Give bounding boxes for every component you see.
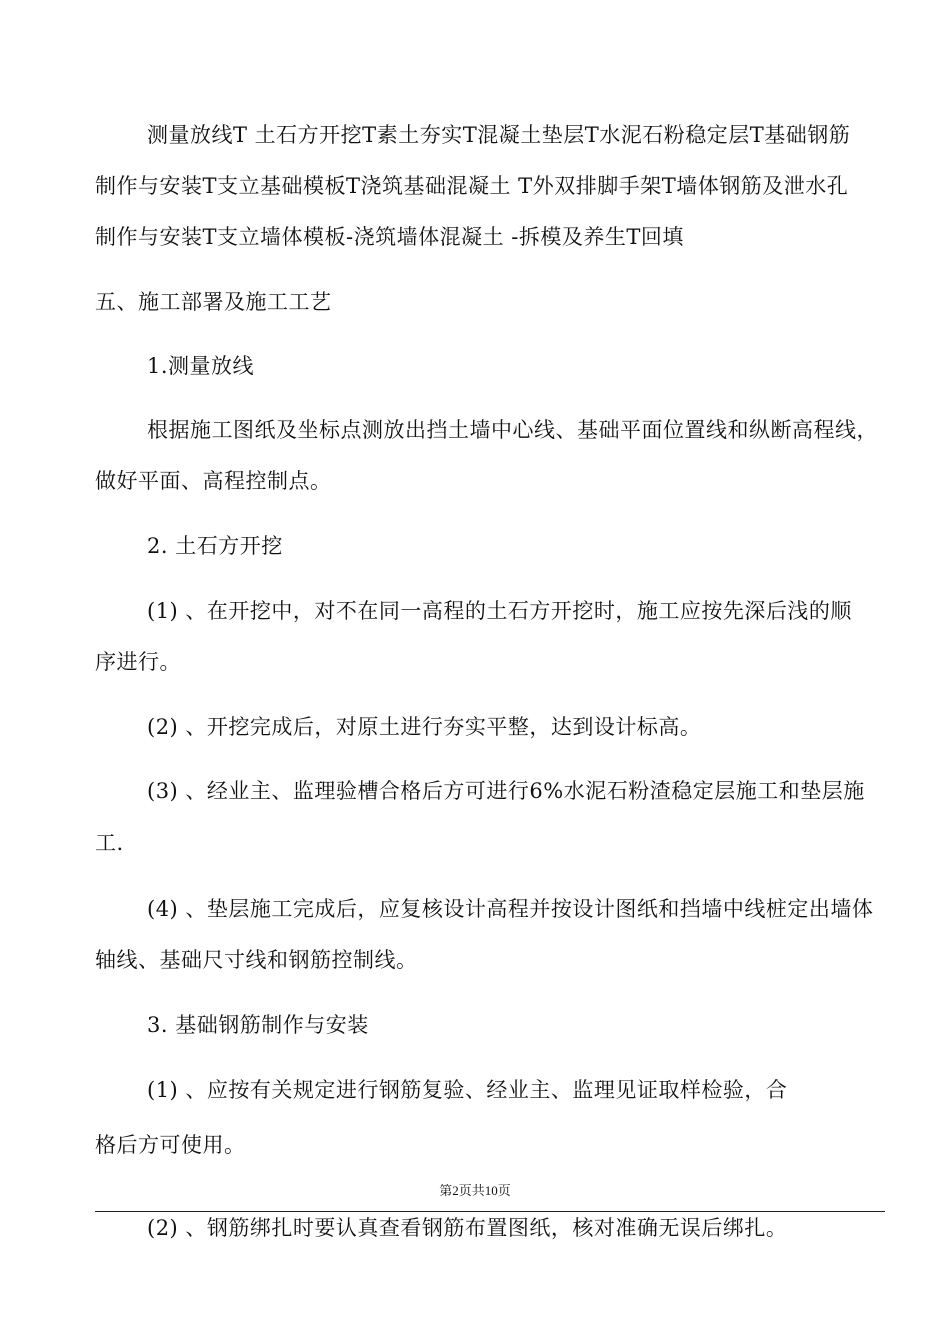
text-line-2: 制作与安装T支立基础模板T浇筑基础混凝土 T外双排脚手架T墙体钢筋及泄水孔 [95,174,849,198]
text-line-9: (1) 、在开挖中，对不在同一高程的土石方开挖时，施工应按先深后浅的顺 [147,599,852,623]
page-number-footer: 第2页共10页 [439,1183,511,1198]
section-heading: 五、施工部署及施工工艺 [95,290,332,314]
text-line-7: 做好平面、高程控制点。 [95,469,332,493]
subheading-excavation: 2. 土石方开挖 [147,534,283,558]
text-line-6: 根据施工图纸及坐标点测放出挡土墙中心线、基础平面位置线和纵断高程线， [147,418,878,442]
subheading-rebar: 3. 基础钢筋制作与安装 [147,1013,369,1037]
text-line-18: 格后方可使用。 [95,1133,246,1157]
footer-divider [95,1211,885,1212]
text-line-12: (3) 、经业主、监理验槽合格后方可进行6%水泥石粉渣稳定层施工和垫层施 [147,779,865,803]
text-line-3: 制作与安装T支立墙体模板-浇筑墙体混凝土 -拆模及养生T回填 [95,225,684,249]
text-line-15: 轴线、基础尺寸线和钢筋控制线。 [95,948,418,972]
text-line-14: (4) 、垫层施工完成后，应复核设计高程并按设计图纸和挡墙中线桩定出墙体 [147,897,874,921]
text-line-17: (1) 、应按有关规定进行钢筋复验、经业主、监理见证取样检验，合 [147,1078,788,1102]
text-line-13: 工. [95,831,124,855]
subheading-survey: 1.测量放线 [147,354,255,378]
text-line-19: (2) 、钢筋绑扎时要认真查看钢筋布置图纸，核对准确无误后绑扎。 [147,1216,788,1240]
text-line-10: 序进行。 [95,650,181,674]
text-line-11: (2) 、开挖完成后，对原土进行夯实平整，达到设计标高。 [147,715,702,739]
text-line-1: 测量放线T 土石方开挖T素土夯实T混凝土垫层T水泥石粉稳定层T基础钢筋 [147,123,851,147]
